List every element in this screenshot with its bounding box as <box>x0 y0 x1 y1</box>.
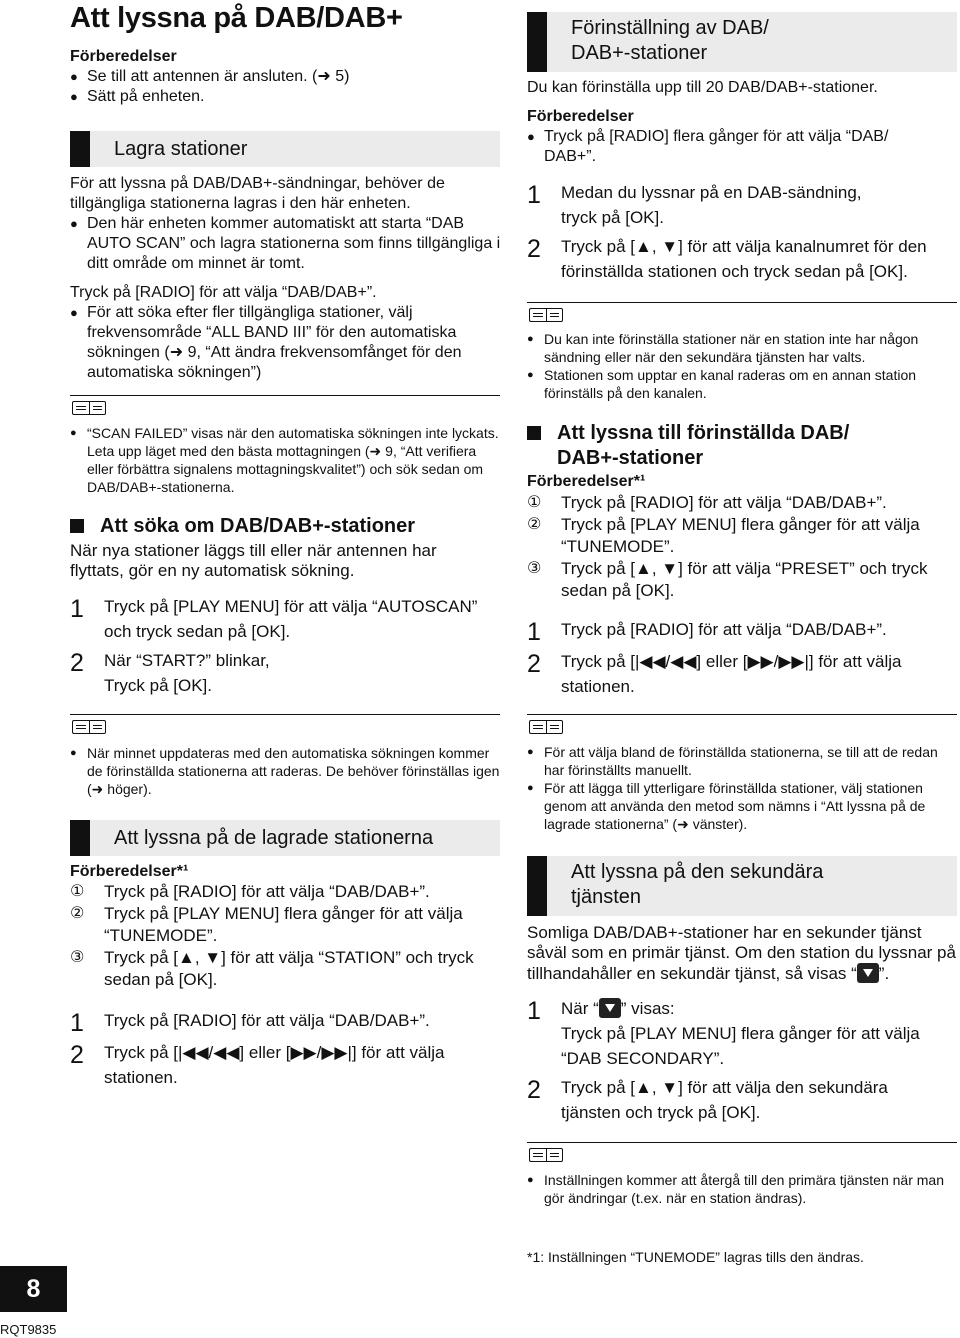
section-heading: Lagra stationer <box>114 138 248 160</box>
preset-intro: Du kan förinställa upp till 20 DAB/DAB+-stationer. <box>527 79 878 96</box>
bullet-icon: ● <box>70 89 78 104</box>
step-text: Tryck på [|◀◀/◀◀] eller [▶▶/▶▶|] för att välja stationen. <box>561 652 902 696</box>
step-text: Tryck på [▲, ▼] för att välja kanalnumret för den förinställda stationen och tryck sedan på [OK]. <box>561 237 927 281</box>
listen-subs <box>70 881 502 991</box>
preset-prep-bullet: ● Tryck på [RADIO] flera gånger för att välja “DAB/ DAB+”. <box>527 128 889 165</box>
section-heading: Att lyssna på de lagrade stationerna <box>114 827 434 849</box>
prep-list <box>70 67 502 107</box>
sub-text: Tryck på [RADIO] för att välja “DAB/DAB+”. <box>104 882 430 901</box>
step-text: Tryck på [RADIO] för att välja “DAB/DAB+”. <box>104 1011 430 1030</box>
prep-label: Förberedelser*¹ <box>70 863 189 880</box>
preset-steps <box>527 180 959 284</box>
section-heading: Att lyssna på den sekundära tjänsten <box>571 861 824 908</box>
section-band-preset <box>527 12 957 72</box>
note-3: ● Du kan inte förinställa stationer när en station inte har någon sändning eller när den sekundära tjänsten har valts. ● Stationen som upptar en kanal raderas om en annan station förinställs på den kanalen. <box>527 331 919 401</box>
step-number: 2 <box>70 649 84 677</box>
prep-label: Förberedelser <box>70 48 177 65</box>
note-1: ● “SCAN FAILED” visas när den automatiska sökningen inte lyckats. Leta upp läget med den bästa mottagningen (➜ 9, “Att verifiera eller förbättra signalens mottagningskvalitet”) och sök sedan om DAB/DAB+-stationerna. <box>70 425 499 495</box>
circled-number: ③ <box>527 560 542 577</box>
save-bullet2: ● För att söka efter fler tillgängliga stationer, välj frekvensområde “ALL BAND III” för den automatiska sökningen (➜ 9, “Att ändra frekvensomfånget för den automatiska sökningen”) <box>70 304 462 381</box>
step-number: 1 <box>70 595 84 623</box>
step-number: 2 <box>70 1041 84 1069</box>
divider <box>70 714 500 715</box>
section-band-save <box>70 131 500 167</box>
circled-number: ① <box>527 494 542 511</box>
down-triangle-icon <box>857 963 879 983</box>
save-intro: För att lyssna på DAB/DAB+-sändningar, behöver de tillgängliga stationerna lagras i den här enheten. <box>70 175 445 212</box>
search-heading: Att söka om DAB/DAB+-stationer <box>70 514 415 539</box>
sub-text: Tryck på [PLAY MENU] flera gånger för att välja “TUNEMODE”. <box>104 904 463 945</box>
note-icon <box>529 720 563 734</box>
note-5: ● Inställningen kommer att återgå till den primära tjänsten när man gör ändringar (t.ex. när en station ändras). <box>527 1172 944 1206</box>
square-bullet-icon <box>70 519 84 533</box>
bullet-icon: ● <box>70 427 77 439</box>
bullet-icon: ● <box>70 69 78 84</box>
page-number: 8 <box>0 1266 67 1312</box>
bullet-icon: ● <box>70 747 77 759</box>
save-bullet: ● Den här enheten kommer automatiskt att starta “DAB AUTO SCAN” och lagra stationerna som finns tillgängliga i ditt område om minnet är tomt. <box>70 215 501 272</box>
circled-number: ② <box>527 516 542 533</box>
listen-preset-heading: Att lyssna till förinställda DAB/ DAB+-stationer <box>527 421 959 471</box>
prep-item: Sätt på enheten. <box>87 88 205 105</box>
down-triangle-icon <box>599 998 621 1018</box>
secondary-steps: 1 När “ ” visas: Tryck på [PLAY MENU] flera gånger för att välja “DAB SECONDARY”. 2 Tryck på [▲, ▼] för att välja den sekundära tjänsten och tryck på [OK]. <box>527 996 959 1125</box>
step-text: Tryck på [▲, ▼] för att välja den sekundära tjänsten och tryck på [OK]. <box>561 1078 888 1122</box>
step-number: 1 <box>527 997 541 1025</box>
step-number: 1 <box>527 618 541 646</box>
note-icon <box>529 1148 563 1162</box>
step-text: Tryck på [PLAY MENU] för att välja “AUTOSCAN” och tryck sedan på [OK]. <box>104 597 478 641</box>
step-text: Medan du lyssnar på en DAB-sändning, tryck på [OK]. <box>561 183 862 227</box>
bullet-icon: ● <box>70 305 78 320</box>
step-text: Tryck på [RADIO] för att välja “DAB/DAB+”. <box>561 620 887 639</box>
listen-preset-steps <box>527 617 959 699</box>
note-icon <box>72 401 106 415</box>
prep-label: Förberedelser <box>527 108 634 125</box>
step-number: 1 <box>527 181 541 209</box>
divider <box>527 302 957 303</box>
step-number: 2 <box>527 650 541 678</box>
listen-preset-subs <box>527 492 959 602</box>
section-band-secondary <box>527 856 957 916</box>
footnote: *1: Inställningen “TUNEMODE” lagras tills den ändras. <box>527 1249 864 1265</box>
note-2: ● När minnet uppdateras med den automatiska sökningen kommer de förinställda stationerna att raderas. De behöver förinställas igen (➜ höger). <box>70 745 500 797</box>
section-band-listen <box>70 820 500 856</box>
sub-text: Tryck på [▲, ▼] för att välja “PRESET” och tryck sedan på [OK]. <box>561 559 928 600</box>
divider <box>527 1142 957 1143</box>
document-code: RQT9835 <box>0 1322 57 1337</box>
bullet-icon: ● <box>527 782 534 794</box>
step-text: När “START?” blinkar, Tryck på [OK]. <box>104 651 270 695</box>
prep-item: Se till att antennen är ansluten. (➜ 5) <box>87 68 350 85</box>
sub-text: Tryck på [RADIO] för att välja “DAB/DAB+”. <box>561 493 887 512</box>
bullet-icon: ● <box>527 369 534 381</box>
note-icon <box>72 720 106 734</box>
bullet-icon: ● <box>70 216 78 231</box>
bullet-icon: ● <box>527 129 535 144</box>
step-text: Tryck på [|◀◀/◀◀] eller [▶▶/▶▶|] för att välja stationen. <box>104 1043 445 1087</box>
divider <box>70 395 500 396</box>
step-number: 1 <box>70 1009 84 1037</box>
save-press: Tryck på [RADIO] för att välja “DAB/DAB+”. <box>70 284 377 301</box>
sub-text: Tryck på [PLAY MENU] flera gånger för att välja “TUNEMODE”. <box>561 515 920 556</box>
bullet-icon: ● <box>527 746 534 758</box>
note-4: ● För att välja bland de förinställda stationerna, se till att de redan har förinställts manuellt. ● För att lägga till ytterligare förinställda stationer, välj stationen genom att använda den metod som nämns i “Att lyssna på de lagrade stationerna” (➜ vänster). <box>527 744 938 832</box>
listen-steps <box>70 1008 502 1090</box>
sub-text: Tryck på [▲, ▼] för att välja “STATION” och tryck sedan på [OK]. <box>104 948 474 989</box>
square-bullet-icon <box>527 426 541 440</box>
circled-number: ② <box>70 905 85 922</box>
step-number: 2 <box>527 1076 541 1104</box>
circled-number: ① <box>70 883 85 900</box>
step-number: 2 <box>527 235 541 263</box>
prep-label: Förberedelser*¹ <box>527 473 646 490</box>
search-intro: När nya stationer läggs till eller när antennen har flyttats, gör en ny automatisk sökning. <box>70 541 437 580</box>
circled-number: ③ <box>70 949 85 966</box>
search-steps <box>70 594 502 698</box>
page-title: Att lyssna på DAB/DAB+ <box>70 2 403 34</box>
section-heading: Förinställning av DAB/ DAB+-stationer <box>571 17 769 64</box>
divider <box>527 714 957 715</box>
secondary-intro: Somliga DAB/DAB+-stationer har en sekunder tjänst såväl som en primär tjänst. Om den station du lyssnar på tillhandahåller en sekundär tjänst, så visas “ ”. <box>527 923 956 983</box>
bullet-icon: ● <box>527 333 534 345</box>
note-icon <box>529 308 563 322</box>
bullet-icon: ● <box>527 1174 534 1186</box>
